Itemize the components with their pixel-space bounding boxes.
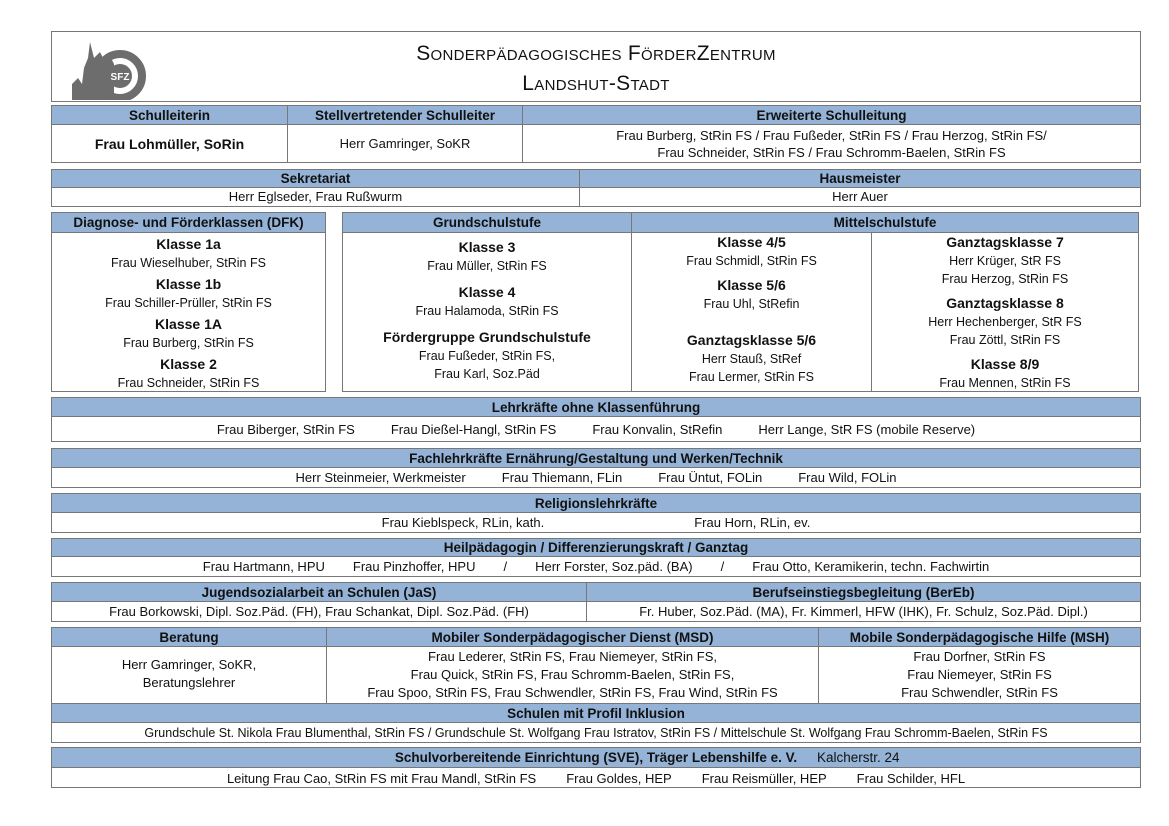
staff-name: Frau Thiemann, FLin: [501, 470, 623, 485]
section-sekretariat: [51, 169, 1141, 207]
section-dfk: [51, 212, 326, 392]
staff-name: Herr Lange, StR FS (mobile Reserve): [758, 421, 976, 437]
class-teacher: Frau Burberg, StRin FS: [123, 336, 254, 350]
section-lehrkraefte: [51, 397, 1141, 442]
erweiterte-leitung-line: Frau Schneider, StRin FS / Frau Schromm-Baelen, StRin FS: [657, 145, 1006, 160]
staff-line: Herr Gamringer, SoKR,: [121, 657, 257, 672]
staff-line: Frau Quick, StRin FS, Frau Schromm-Baelen, StRin FS,: [410, 667, 735, 682]
header-schulleiterin: Schulleiterin: [52, 106, 287, 125]
staff-name: Frau Otto, Keramikerin, techn. Fachwirtin: [752, 559, 990, 574]
section-inklusion: [51, 703, 1141, 743]
header-erweiterte-leitung: Erweiterte Schulleitung: [523, 106, 1140, 125]
staff-name: Frau Reismüller, HEP: [701, 770, 827, 786]
class-teacher: Frau Schneider, StRin FS: [117, 376, 260, 390]
class-teacher: Frau Mennen, StRin FS: [939, 376, 1071, 390]
class-teacher: Frau Fußeder, StRin FS,: [418, 349, 556, 363]
staff-line: Frau Schwendler, StRin FS: [901, 685, 1058, 700]
svg-text:SFZ: SFZ: [110, 72, 130, 83]
class-teacher: Frau Schiller-Prüller, StRin FS: [105, 296, 272, 310]
staff-name: Frau Üntut, FOLin: [658, 470, 763, 485]
section-grund-mittel: [342, 212, 1139, 392]
header-fachlehrkraefte: Fachlehrkräfte Ernährung/Gestaltung und Werken/Technik: [52, 449, 1140, 468]
header-sve: Schulvorbereitende Einrichtung (SVE), Träger Lebenshilfe e. V.: [394, 750, 798, 765]
staff-name: Frau Wild, FOLin: [798, 470, 897, 485]
class-teacher: Frau Karl, Soz.Päd: [434, 367, 540, 381]
class-name: Ganztagsklasse 5/6: [686, 332, 817, 348]
staff-line: Frau Dorfner, StRin FS: [913, 649, 1046, 664]
inklusion-schools: Grundschule St. Nikola Frau Blumenthal, StRin FS / Grundschule St. Wolfgang Frau Istratov, StRin FS / Mittelschule St. Wolfgang Frau Schromm-Baelen, StRin FS: [144, 726, 1048, 740]
staff-name: Frau Goldes, HEP: [566, 770, 672, 786]
header-jas: Jugendsozialarbeit an Schulen (JaS): [52, 583, 586, 602]
class-name: Klasse 1b: [155, 276, 222, 292]
header-sekretariat: Sekretariat: [52, 170, 579, 188]
school-title: Sonderpädagogisches FörderZentrum: [416, 42, 776, 65]
staff-line: Frau Lederer, StRin FS, Frau Niemeyer, StRin FS,: [428, 649, 717, 664]
staff-line: Frau Niemeyer, StRin FS: [907, 667, 1052, 682]
class-teacher: Frau Herzog, StRin FS: [941, 272, 1069, 286]
staff-line: Frau Spoo, StRin FS, Frau Schwendler, StRin FS, Frau Wind, StRin FS: [367, 685, 778, 700]
class-name: Klasse 4: [458, 284, 516, 300]
class-teacher: Frau Halamoda, StRin FS: [415, 304, 559, 318]
class-name: Klasse 4/5: [717, 234, 786, 250]
header-stellvertreter: Stellvertretender Schulleiter: [288, 106, 522, 125]
header-inklusion: Schulen mit Profil Inklusion: [52, 704, 1140, 723]
class-name: Klasse 5/6: [717, 277, 786, 293]
header-bereb: Berufseinstiegsbegleitung (BerEb): [587, 583, 1140, 602]
class-name: Fördergruppe Grundschulstufe: [383, 329, 591, 345]
school-city: Landshut-Stadt: [522, 72, 670, 95]
hausmeister-name: Herr Auer: [832, 189, 888, 204]
header-grundschulstufe: Grundschulstufe: [343, 213, 631, 233]
class-name: Klasse 3: [458, 239, 516, 255]
class-teacher: Herr Hechenberger, StR FS: [928, 315, 1082, 329]
section-leitung: [51, 105, 1141, 163]
class-teacher: Frau Lermer, StRin FS: [688, 370, 815, 384]
bereb-names: Fr. Huber, Soz.Päd. (MA), Fr. Kimmerl, HFW (IHK), Fr. Schulz, Soz.Päd. Dipl.): [639, 604, 1088, 619]
section-heilpaedagogik: [51, 538, 1141, 577]
section-religion: [51, 493, 1141, 533]
class-teacher: Frau Zöttl, StRin FS: [949, 333, 1061, 347]
class-teacher: Herr Krüger, StR FS: [949, 254, 1061, 268]
class-teacher: Frau Schmidl, StRin FS: [686, 254, 817, 268]
staff-name: Leitung Frau Cao, StRin FS mit Frau Mandl, StRin FS: [226, 770, 537, 786]
staff-name: Frau Horn, RLin, ev.: [694, 515, 811, 530]
staff-name: Frau Pinzhoffer, HPU: [352, 559, 476, 574]
staff-name: /: [720, 559, 725, 574]
section-beratung: [51, 627, 1141, 704]
class-teacher: Frau Müller, StRin FS: [427, 259, 547, 273]
header-msh: Mobile Sonderpädagogische Hilfe (MSH): [819, 628, 1140, 647]
staff-name: Frau Kieblspeck, RLin, kath.: [381, 515, 545, 530]
stellvertreter-name: Herr Gamringer, SoKR: [339, 136, 471, 151]
class-teacher: Herr Stauß, StRef: [701, 352, 802, 366]
class-name: Klasse 1A: [155, 316, 222, 332]
erweiterte-leitung-line: Frau Burberg, StRin FS / Frau Fußeder, StRin FS / Frau Herzog, StRin FS/: [616, 128, 1047, 143]
section-fachlehrkraefte: [51, 448, 1141, 488]
class-name: Klasse 1a: [156, 236, 221, 252]
header-beratung: Beratung: [52, 628, 326, 647]
class-name: Ganztagsklasse 8: [946, 295, 1064, 311]
class-name: Klasse 8/9: [970, 356, 1040, 372]
jas-names: Frau Borkowski, Dipl. Soz.Päd. (FH), Frau Schankat, Dipl. Soz.Päd. (FH): [109, 604, 529, 619]
staff-name: Frau Biberger, StRin FS: [216, 421, 355, 437]
schulleiterin-name: Frau Lohmüller, SoRin: [94, 135, 245, 152]
class-teacher: Frau Wieselhuber, StRin FS: [111, 256, 266, 270]
header-heilpaedagogik: Heilpädagogin / Differenzierungskraft / Ganztag: [52, 539, 1140, 557]
staff-name: Frau Hartmann, HPU: [202, 559, 325, 574]
class-name: Ganztagsklasse 7: [946, 234, 1064, 250]
header-hausmeister: Hausmeister: [580, 170, 1140, 188]
class-teacher: Frau Uhl, StRefin: [703, 297, 800, 311]
sve-address: Kalcherstr. 24: [817, 750, 900, 765]
staff-name: /: [503, 559, 508, 574]
header-msd: Mobiler Sonderpädagogischer Dienst (MSD): [327, 628, 818, 647]
class-name: Klasse 2: [160, 356, 217, 372]
staff-name: Frau Schilder, HFL: [856, 770, 966, 786]
title-box: [51, 31, 1141, 102]
staff-name: Frau Dießel-Hangl, StRin FS: [390, 421, 557, 437]
staff-line: Beratungslehrer: [142, 675, 236, 690]
header-religion: Religionslehrkräfte: [52, 494, 1140, 513]
staff-name: Frau Konvalin, StRefin: [592, 421, 723, 437]
section-jas-bereb: [51, 582, 1141, 622]
header-dfk: Diagnose- und Förderklassen (DFK): [52, 213, 325, 233]
staff-name: Herr Steinmeier, Werkmeister: [295, 470, 466, 485]
sekretariat-names: Herr Eglseder, Frau Rußwurm: [228, 189, 403, 204]
section-sve: [51, 747, 1141, 788]
header-lehrkraefte: Lehrkräfte ohne Klassenführung: [52, 398, 1140, 417]
header-mittelschulstufe: Mittelschulstufe: [632, 213, 1138, 233]
staff-name: Herr Forster, Soz.päd. (BA): [535, 559, 693, 574]
